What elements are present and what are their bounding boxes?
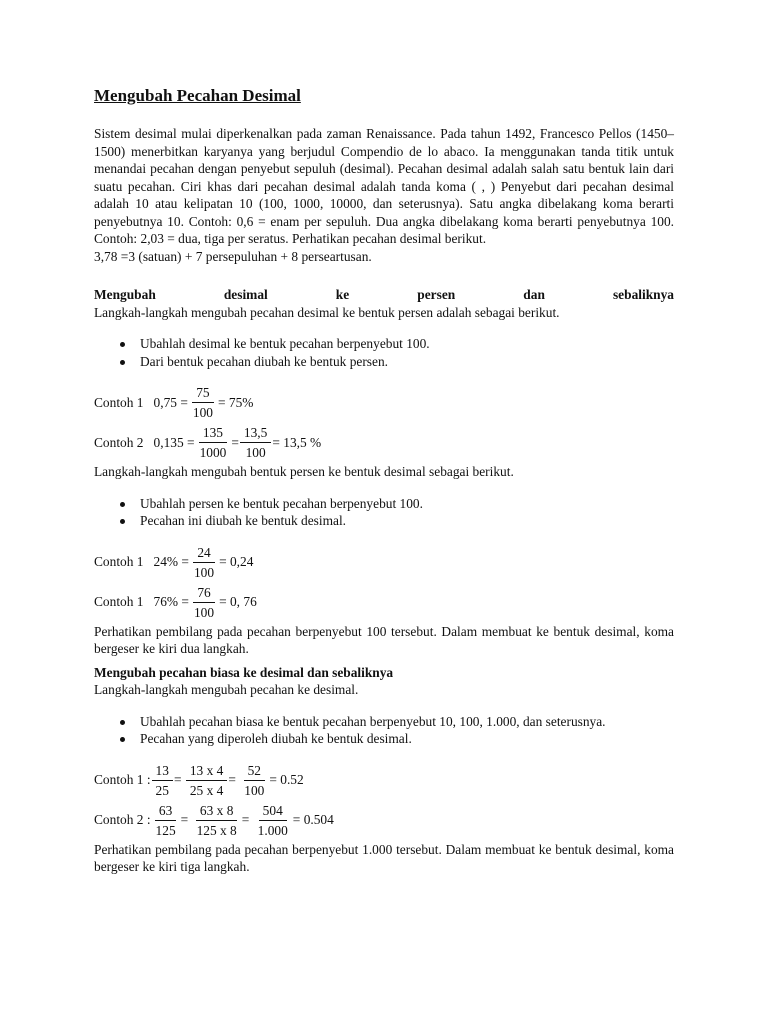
example-decimal-to-percent-2: Contoh 2 0,135 = $\frac{135}{1000}$ = $\frac{13,5}{100}$ = 13,5 % (94, 425, 322, 460)
example-decimal-to-percent-1: Contoh 1 0,75 = $\frac{75}{100}$ = 75% (94, 385, 254, 420)
list-item: Ubahlah desimal ke bentuk pecahan berpenyebut 100. (120, 335, 674, 353)
example-percent-to-decimal-1: Contoh 1 24% = $\frac{24}{100}$ = 0,24 (94, 544, 254, 580)
fraction: $\frac{135}{1000}$ (199, 425, 227, 460)
fraction: $\frac{75}{100}$ (192, 385, 213, 420)
section1-steps (94, 335, 674, 370)
list-item: Dari bentuk pecahan diubah ke bentuk persen. (120, 353, 674, 371)
list-item: Ubahlah pecahan biasa ke bentuk pecahan berpenyebut 10, 100, 1.000, dan seterusnya. (120, 713, 674, 731)
fraction: $\frac{504}{1.000}$ (257, 802, 288, 838)
section1-intro-2: Langkah-langkah mengubah bentuk persen ke bentuk desimal sebagai berikut. (94, 464, 514, 479)
list-item: Pecahan yang diperoleh diubah ke bentuk desimal. (120, 730, 674, 748)
fraction: $\frac{52}{100}$ (244, 762, 265, 798)
section2-intro: Langkah-langkah mengubah pecahan ke desimal. (94, 682, 359, 697)
list-item: Ubahlah persen ke bentuk pecahan berpenyebut 100. (120, 495, 674, 513)
example-fraction-to-decimal-2: Contoh 2 : $\frac{63}{125}$ = $\frac{63 x 8}{125 x 8}$ = $\frac{504}{1.000}$ = 0.504 (94, 802, 334, 838)
list-item: Pecahan ini diubah ke bentuk desimal. (120, 512, 674, 530)
section1-heading: Mengubah desimal ke persen dan sebaliknya (94, 287, 674, 302)
section2-note: Perhatikan pembilang pada pecahan berpenyebut 1.000 tersebut. Dalam membuat ke bentuk desimal, koma bergeser ke kiri tiga langkah. (94, 841, 674, 874)
section1-note: Perhatikan pembilang pada pecahan berpenyebut 100 tersebut. Dalam membuat ke bentuk desimal, koma bergeser ke kiri dua langkah. (94, 623, 674, 656)
fraction: $\frac{63}{125}$ (155, 802, 176, 838)
example-percent-to-decimal-2: Contoh 1 76% = $\frac{76}{100}$ = 0, 76 (94, 584, 257, 620)
intro-paragraph: Sistem desimal mulai diperkenalkan pada zaman Renaissance. Pada tahun 1492, Francesco Pellos (1450–1500) menerbitkan karyanya yang berjudul Compendio de lo abaco. Ia menggunakan tanda titik untuk menandai pecahan dengan penyebut sepuluh (desimal). Pecahan desimal adalah salah satu bentuk lain dari suatu pecahan. Ciri khas dari pecahan desimal adalah tanda koma ( , ) Penyebut dari pecahan desimal adalah 10 atau kelipatan 10 (100, 1000, 10000, dan seterusnya). Satu angka dibelakang koma berarti penyebutnya 10. Contoh: 0,6 = enam per sepuluh. Dua angka dibelakang koma berarti penyebutnya 100. Contoh: 2,03 = dua, tiga per seratus. Perhatikan pecahan desimal berikut. (94, 126, 674, 246)
page-title: Mengubah Pecahan Desimal (94, 86, 301, 105)
section2-steps (94, 713, 674, 748)
fraction: $\frac{13 x 4}{25 x 4}$ (186, 762, 227, 799)
fraction: $\frac{63 x 8}{125 x 8}$ (196, 802, 237, 838)
section1-intro: Langkah-langkah mengubah pecahan desimal ke bentuk persen adalah sebagai berikut. (94, 304, 560, 320)
fraction: $\frac{13}{25}$ (152, 762, 173, 799)
fraction: $\frac{76}{100}$ (193, 584, 215, 620)
fraction: $\frac{13,5}{100}$ (240, 424, 271, 461)
example-fraction-to-decimal-1: Contoh 1 : $\frac{13}{25}$ = $\frac{13 x 4}{25 x 4}$ = $\frac{52}{100}$ = 0.52 (94, 762, 304, 798)
document-page (94, 85, 674, 876)
intro-example-line: 3,78 =3 (satuan) + 7 persepuluhan + 8 perseartusan. (94, 248, 372, 264)
section1-steps-2 (94, 495, 674, 530)
fraction: $\frac{24}{100}$ (193, 544, 215, 580)
section2-heading: Mengubah pecahan biasa ke desimal dan sebaliknya (94, 664, 394, 680)
